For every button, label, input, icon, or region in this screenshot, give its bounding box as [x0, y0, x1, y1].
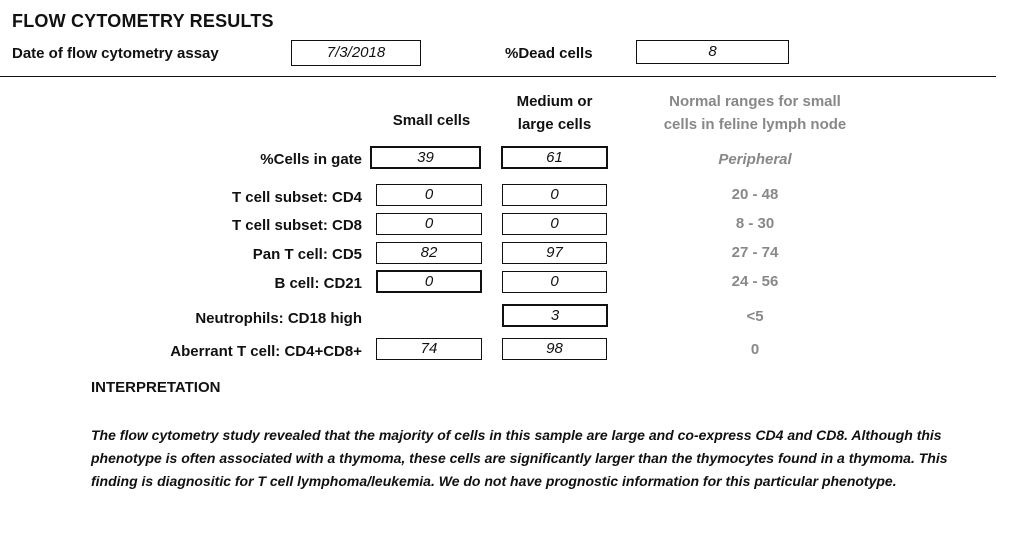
cd5-small-field[interactable]: [376, 242, 482, 264]
cd4-cd8-medium-value: 98: [546, 340, 563, 357]
interpretation-text: The flow cytometry study revealed that the majority of cells in this sample are large and co-express CD4 and CD8. Although this phenotype is often associated with a thymoma, these cells are significantly larger than the thymocytes found in a thymoma. This finding is diagnositic for T cell lymphoma/leukemia. We do not have prognostic information for this particular phenotype.: [91, 427, 948, 489]
cd4-normal: 20 - 48: [731, 186, 779, 203]
cd18-normal: <5: [746, 308, 764, 325]
cd5-medium-value: 97: [546, 244, 563, 261]
cd4-cd8-small-value: 74: [420, 340, 438, 357]
col-header-medium-line2: large cells: [517, 116, 592, 133]
cd8-medium-field[interactable]: [502, 213, 607, 235]
col-header-medium-line1: Medium or: [516, 93, 593, 110]
cells-in-gate-medium-field[interactable]: [501, 146, 608, 169]
cd18-medium-field[interactable]: [502, 304, 608, 327]
cells-in-gate-normal: Peripheral: [718, 151, 792, 168]
row-label-cd18: Neutrophils: CD18 high: [195, 310, 362, 327]
dead-cells-field[interactable]: [636, 40, 789, 64]
cd8-medium-value: 0: [550, 215, 559, 232]
row-label-cd8: T cell subset: CD8: [231, 217, 362, 234]
cells-in-gate-small-value: 39: [417, 149, 434, 166]
cd5-normal: 27 - 74: [731, 244, 779, 261]
cd21-normal: 24 - 56: [731, 273, 779, 290]
cd4-medium-value: 0: [550, 186, 559, 203]
row-label-cd4-cd8: Aberrant T cell: CD4+CD8+: [170, 343, 362, 360]
cd8-normal: 8 - 30: [735, 215, 775, 232]
cd8-small-field[interactable]: [376, 213, 482, 235]
dead-cells-label: %Dead cells: [505, 45, 593, 62]
dead-cells-value: 8: [708, 43, 717, 60]
cd5-medium-field[interactable]: [502, 242, 607, 264]
col-header-normal: [630, 90, 880, 136]
cells-in-gate-medium-value: 61: [546, 149, 563, 166]
col-header-medium: [492, 90, 617, 136]
cd21-medium-field[interactable]: [502, 271, 607, 293]
cd4-small-field[interactable]: [376, 184, 482, 206]
row-label-cd21: B cell: CD21: [274, 275, 362, 292]
assay-date-value: 7/3/2018: [326, 44, 386, 61]
interpretation-heading: INTERPRETATION: [91, 379, 221, 396]
col-header-small: Small cells: [392, 112, 471, 129]
col-header-normal-line1: Normal ranges for small: [669, 93, 841, 110]
row-label-cd4: T cell subset: CD4: [231, 189, 362, 206]
cd5-small-value: 82: [420, 244, 438, 261]
cells-in-gate-small-field[interactable]: [370, 146, 481, 169]
cd21-small-field[interactable]: [376, 270, 482, 293]
cd8-small-value: 0: [424, 215, 434, 232]
cd21-medium-value: 0: [550, 273, 559, 290]
section-divider: [0, 76, 996, 77]
row-label-cells-in-gate: %Cells in gate: [260, 151, 362, 168]
cd4-small-value: 0: [424, 186, 434, 203]
cd21-small-value: 0: [424, 273, 434, 290]
assay-date-label: Date of flow cytometry assay: [12, 45, 219, 62]
report-title: FLOW CYTOMETRY RESULTS: [12, 11, 274, 31]
row-label-cd5: Pan T cell: CD5: [252, 246, 362, 263]
col-header-normal-line2: cells in feline lymph node: [663, 116, 847, 133]
cd4-medium-field[interactable]: [502, 184, 607, 206]
cd4-cd8-small-field[interactable]: [376, 338, 482, 360]
assay-date-field[interactable]: [291, 40, 421, 66]
cd4-cd8-medium-field[interactable]: [502, 338, 607, 360]
cd18-medium-value: 3: [550, 307, 560, 324]
cd4-cd8-normal: 0: [750, 341, 760, 358]
